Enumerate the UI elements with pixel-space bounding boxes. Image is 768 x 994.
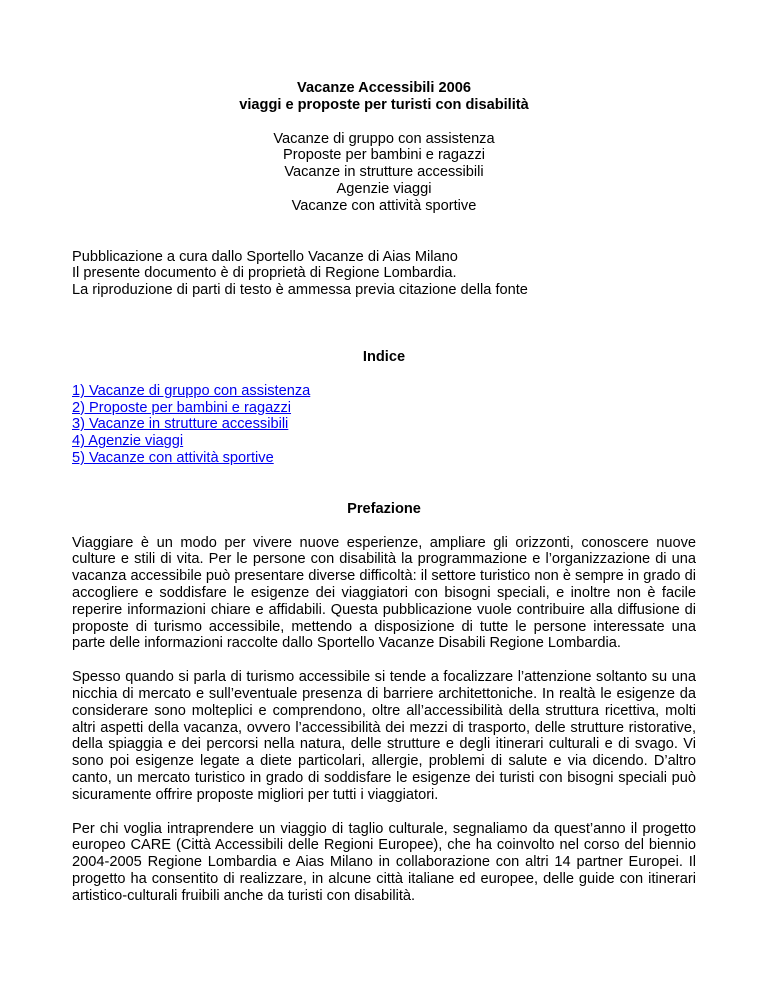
subtitle-item: Proposte per bambini e ragazzi [283, 147, 485, 164]
publication-line: La riproduzione di parti di testo è ammessa previa citazione della fonte [72, 282, 528, 299]
subtitle-list [72, 131, 696, 215]
toc-link-sports[interactable]: 5) Vacanze con attività sportive [72, 449, 274, 466]
preface-paragraph: Spesso quando si parla di turismo accessibile si tende a focalizzare l’attenzione soltanto su una nicchia di mercato e sull’eventuale presenza di barriere architettoniche. In realtà le esigenze da considerare sono molteplici e comprendono, oltre all’accessibilità della struttura ricettiva, molti altri aspetti della vacanza, ovvero l’accessibilità dei mezzi di trasporto, delle strutture ristorative, della spiaggia e dei percorsi nella natura, delle strutture e degli itinerari culturali e di svago. Vi sono poi esigenze legate a diete particolari, allergie, problemi di salute e via dicendo. D’altro canto, un mercato turistico in grado di soddisfare le esigenze dei turisti con bisogni speciali può sicuramente offrire proposte migliori per tutti i viaggiatori. [72, 669, 696, 803]
toc-link-group-holidays[interactable]: 1) Vacanze di gruppo con assistenza [72, 382, 311, 399]
index-heading: Indice [362, 348, 406, 365]
publication-line: Il presente documento è di proprietà di Regione Lombardia. [72, 265, 457, 282]
toc-link-accessible-structures[interactable]: 3) Vacanze in strutture accessibili [72, 416, 289, 433]
publication-line: Pubblicazione a cura dallo Sportello Vacanze di Aias Milano [72, 248, 458, 265]
preface-heading: Prefazione [347, 500, 421, 517]
title-line-1: Vacanze Accessibili 2006 [297, 80, 471, 96]
table-of-contents [72, 383, 696, 467]
publication-notice [72, 249, 696, 299]
document-page [72, 80, 696, 904]
subtitle-item: Vacanze di gruppo con assistenza [273, 130, 495, 147]
title-line-2: viaggi e proposte per turisti con disabilità [239, 96, 529, 113]
subtitle-item: Vacanze con attività sportive [291, 197, 477, 214]
document-title [72, 80, 696, 114]
toc-link-children[interactable]: 2) Proposte per bambini e ragazzi [72, 399, 292, 416]
preface-paragraph: Per chi voglia intraprendere un viaggio di taglio culturale, segnaliamo da quest’anno il progetto europeo CARE (Città Accessibili delle Regioni Europee), che ha coinvolto nel corso del biennio 2004-2005 Regione Lombardia e Aias Milano in collaborazione con altri 14 partner Europei. Il progetto ha consentito di realizzare, in alcune città italiane ed europee, delle guide con itinerari artistico-culturali fruibili anche da turisti con disabilità. [72, 820, 696, 904]
subtitle-item: Agenzie viaggi [336, 180, 432, 197]
subtitle-item: Vacanze in strutture accessibili [284, 164, 484, 181]
preface-paragraph: Viaggiare è un modo per vivere nuove esperienze, ampliare gli orizzonti, conoscere nuove culture e stili di vita. Per le persone con disabilità la programmazione e l’organizzazione di una vacanza accessibile può presentare diverse difficoltà: il settore turistico non è sempre in grado di accogliere e soddisfare le esigenze dei viaggiatori con bisogni speciali, e inoltre non è facile reperire informazioni chiare e affidabili. Questa pubblicazione vuole contribuire alla diffusione di proposte di turismo accessibile, mettendo a disposizione di tutte le persone interessate una parte delle informazioni raccolte dallo Sportello Vacanze Disabili Regione Lombardia. [72, 534, 696, 652]
toc-link-travel-agencies[interactable]: 4) Agenzie viaggi [72, 433, 184, 450]
